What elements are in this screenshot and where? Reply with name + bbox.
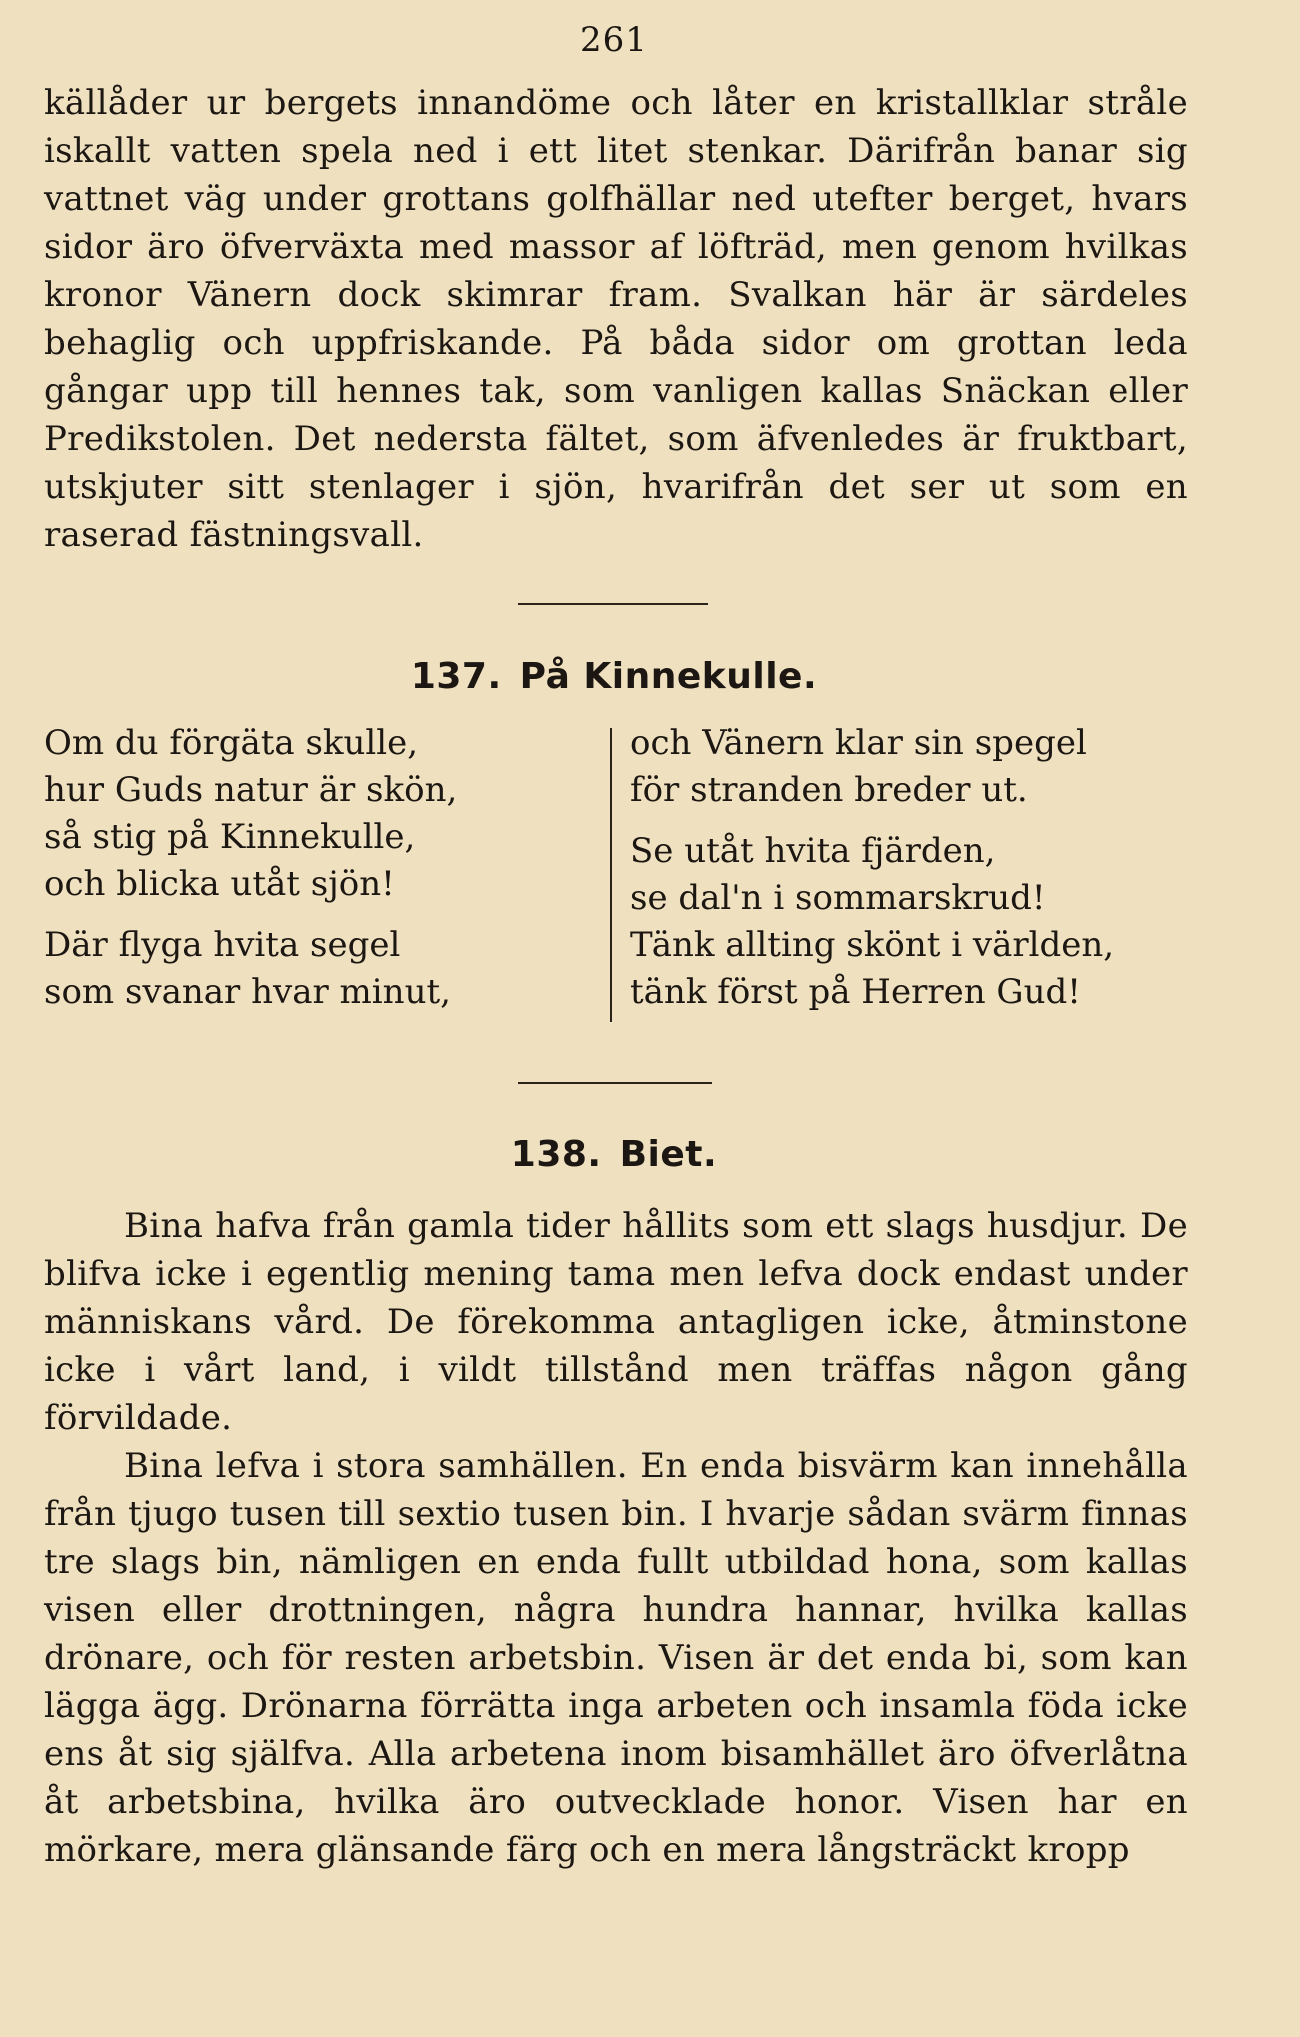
poem-line: Se utåt hvita fjärden,	[630, 831, 996, 871]
poem-line: så stig på Kinnekulle,	[44, 817, 416, 857]
section-137-title: På Kinnekulle.	[519, 656, 818, 697]
poem-line: och blicka utåt sjön!	[44, 864, 395, 904]
poem-line: och Vänern klar sin spegel	[630, 723, 1087, 763]
poem-kinnekulle	[44, 720, 1204, 1040]
poem-line: hur Guds natur är skön,	[44, 770, 458, 810]
poem-line: som svanar hvar minut,	[44, 972, 451, 1012]
poem-stanza	[630, 828, 1114, 1016]
poem-stanza	[44, 922, 457, 1016]
body-paragraph: Bina hafva från gamla tider hållits som ett slags husdjur. De blifva icke i egentlig mening tama men lefva dock endast under människans vård. De förekomma antagligen icke, åtminstone icke i vårt land, i vildt tillstånd men träffas någon gång förvildade.	[44, 1206, 1188, 1438]
poem-line: tänk först på Herren Gud!	[630, 972, 1081, 1012]
poem-line: Tänk allting skönt i världen,	[630, 925, 1115, 965]
section-137-number: 137.	[410, 656, 502, 697]
poem-line: för stranden breder ut.	[630, 770, 1028, 810]
section-137-heading	[0, 656, 1228, 697]
section-138-number: 138.	[510, 1134, 602, 1175]
poem-line: Där flyga hvita segel	[44, 925, 401, 965]
section-138-title: Biet.	[619, 1134, 718, 1175]
section-divider-rule	[518, 603, 708, 605]
section-138-body	[44, 1202, 1188, 1874]
intro-paragraph: källåder ur bergets innandöme och låter en kristallklar stråle iskallt vatten spela ned i ett litet stenkar. Därifrån banar sig vattnet väg under grottans golfhällar ned utefter berget, hvars sidor äro öfverväxta med massor af löfträd, men genom hvilkas kronor Vänern dock skimrar fram. Svalkan här är särdeles behaglig och uppfriskande. På båda sidor om grottan leda gångar upp till hennes tak, som vanligen kallas Snäckan eller Predikstolen. Det nedersta fältet, som äfvenledes är fruktbart, utskjuter sitt stenlager i sjön, hvarifrån det ser ut som en raserad fästningsvall.	[44, 83, 1188, 555]
poem-column-divider	[610, 728, 612, 1022]
poem-right-column	[630, 720, 1114, 1030]
intro-paragraph-block	[44, 79, 1188, 559]
section-138-heading	[0, 1134, 1228, 1175]
poem-line: se dal'n i sommarskrud!	[630, 878, 1046, 918]
poem-left-column	[44, 720, 457, 1030]
section-divider-rule	[518, 1082, 712, 1084]
poem-line: Om du förgäta skulle,	[44, 723, 419, 763]
poem-stanza	[44, 720, 457, 908]
page-number: 261	[580, 20, 648, 60]
poem-stanza	[630, 720, 1114, 814]
body-paragraph: Bina lefva i stora samhällen. En enda bisvärm kan innehålla från tjugo tusen till sextio tusen bin. I hvarje sådan svärm finnas tre slags bin, nämligen en enda fullt utbildad hona, som kallas visen eller drottningen, några hundra hannar, hvilka kallas drönare, och för resten arbetsbin. Visen är det enda bi, som kan lägga ägg. Drönarna förrätta inga arbeten och insamla föda icke ens åt sig själfva. Alla arbetena inom bisamhället äro öfverlåtna åt arbetsbina, hvilka äro outvecklade honor. Visen har en mörkare, mera glänsande färg och en mera långsträckt kropp	[44, 1446, 1188, 1870]
